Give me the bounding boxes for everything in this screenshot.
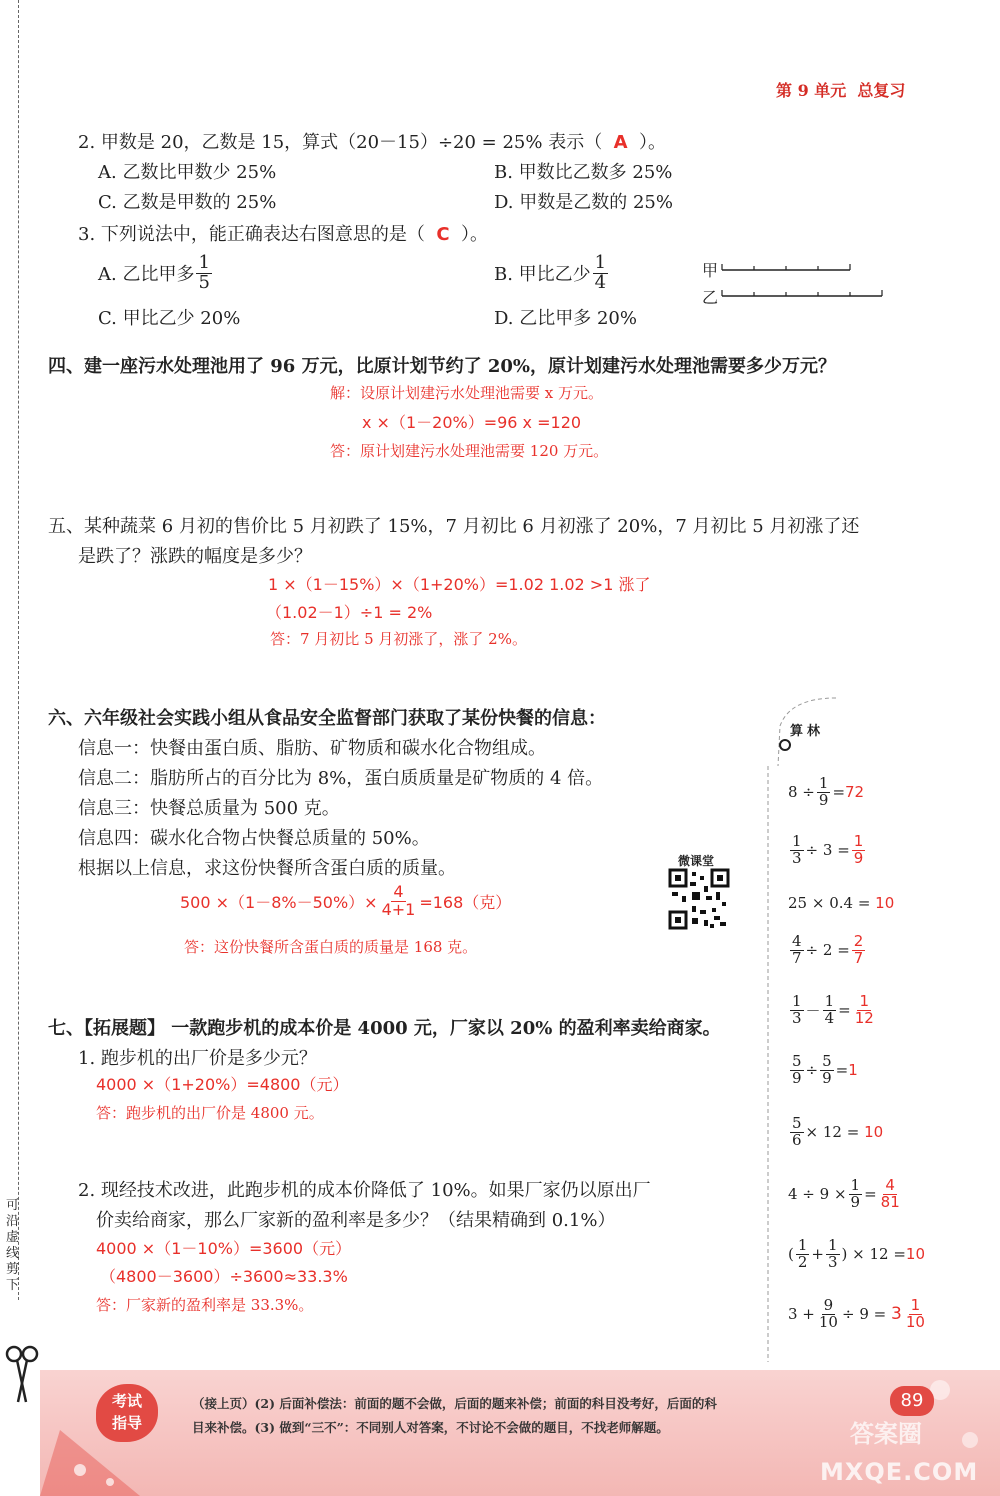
s4-answer-line-2: x ×（1－20%）=96 x =120 <box>362 413 582 432</box>
s6-calc: 500 ×（1－8%－50%）× $\frac{4}{4+1}$ =168（克） <box>180 882 512 919</box>
s6-info-4: 信息四：碳水化合物占快餐总质量的 50%。 <box>78 828 430 849</box>
s5-answer-line-3: 答：7 月初比 5 月初涨了，涨了 2%。 <box>270 630 527 648</box>
footer-badge: 考试 指导 <box>96 1384 158 1442</box>
s7-q1-answer-2: 答：跑步机的出厂价是 4800 元。 <box>96 1104 324 1122</box>
qr-label: 微课堂 <box>678 854 715 868</box>
s5-answer-line-2: （1.02－1）÷1 = 2% <box>266 603 433 622</box>
q3-stem: 3. 下列说法中，能正确表达右图意思的是（ C ）。 <box>78 224 489 245</box>
s7-q2-answer-2: （4800－3600）÷3600≈33.3% <box>100 1267 348 1286</box>
s6-info-3: 信息三：快餐总质量为 500 克。 <box>78 798 340 819</box>
unit-header: 第 9 单元 总复习 <box>776 81 906 100</box>
cut-hint: 可 沿 虚 线 剪 下 <box>6 1198 20 1293</box>
s4-answer-line-1: 解：设原计划建污水处理池需要 x 万元。 <box>330 384 603 402</box>
q3-option-a: A. 乙比甲多 $\frac{1}{5}$ <box>98 252 210 293</box>
s4-title: 四、建一座污水处理池用了 96 万元，比原计划节约了 20%，原计划建污水处理池需要多少万元？ <box>48 356 836 377</box>
page-number: 89 <box>890 1386 934 1416</box>
s6-title: 六、六年级社会实践小组从食品安全监督部门获取了某份快餐的信息： <box>48 708 606 729</box>
s7-title: 七、【拓展题】 一款跑步机的成本价是 4000 元，厂家以 20% 的盈利率卖给商家。 <box>48 1018 721 1039</box>
q2-option-a: A. 乙数比甲数少 25% <box>98 162 277 183</box>
qr-code-icon[interactable] <box>668 868 730 930</box>
cut-line <box>18 0 19 1300</box>
q3-option-d: D. 乙比甲多 20% <box>494 308 637 329</box>
watermark-site: MXQE.COM <box>820 1458 979 1486</box>
footer-text-line-1: （接上页）(2) 后面补偿法：前面的题不会做，后面的题来补偿；前面的科目没考好，后面的科 <box>192 1396 717 1411</box>
s4-answer-line-3: 答：原计划建污水处理池需要 120 万元。 <box>330 442 609 460</box>
sidebar-item-6: $\frac{5}{9}$ ÷ $\frac{5}{9}$ = 1 <box>792 1052 858 1087</box>
q2-stem: 2. 甲数是 20，乙数是 15，算式（20－15）÷20 = 25% 表示（ A ）。 <box>78 132 667 153</box>
s7-q2-line-2: 价卖给商家，那么厂家新的盈利率是多少？（结果精确到 0.1%） <box>96 1210 616 1231</box>
segment-diagram <box>718 258 886 306</box>
scissors-icon <box>2 1340 42 1410</box>
q2-option-b: B. 甲数比乙数多 25% <box>494 162 673 183</box>
sidebar-item-9: ( $\frac{1}{2}$ + $\frac{1}{3}$ ) × 12 = 10 <box>788 1236 926 1271</box>
s5-answer-line-1: 1 ×（1－15%）×（1+20%）=1.02 1.02 >1 涨了 <box>268 575 651 594</box>
s7-q2-line-1: 2. 现经技术改进，此跑步机的成本价降低了 10%。如果厂家仍以原出厂 <box>78 1180 651 1201</box>
sidebar-item-8: 4 ÷ 9 × $\frac{1}{9}$ = $\frac{4}{81}$ <box>788 1176 900 1211</box>
s7-q2-answer-3: 答：厂家新的盈利率是 33.3%。 <box>96 1296 314 1314</box>
s7-q1: 1. 跑步机的出厂价是多少元？ <box>78 1048 317 1069</box>
segment-label-yi: 乙 <box>702 288 719 307</box>
s5-title-line-2: 是跌了？涨跌的幅度是多少？ <box>78 546 312 567</box>
sidebar-item-7: $\frac{5}{6}$ × 12 = 10 <box>792 1114 884 1149</box>
sidebar-title: 算林 <box>790 724 825 739</box>
s6-info-5: 根据以上信息，求这份快餐所含蛋白质的质量。 <box>78 858 456 879</box>
s6-info-1: 信息一：快餐由蛋白质、脂肪、矿物质和碳水化合物组成。 <box>78 738 546 759</box>
s5-title-line-1: 五、某种蔬菜 6 月初的售价比 5 月初跌了 15%，7 月初比 6 月初涨了 20%，7 月初比 5 月初涨了还 <box>48 516 860 537</box>
sidebar-item-2: $\frac{1}{3}$ ÷ 3 = $\frac{1}{9}$ <box>792 832 864 867</box>
sidebar-item-1: 8 ÷ $\frac{1}{9}$ = 72 <box>788 774 865 809</box>
sidebar-ring-icon <box>779 739 791 751</box>
s7-q2-answer-1: 4000 ×（1－10%）=3600（元） <box>96 1239 352 1258</box>
s7-q1-answer-1: 4000 ×（1+20%）=4800（元） <box>96 1075 349 1094</box>
sidebar-item-4: $\frac{4}{7}$ ÷ 2 = $\frac{2}{7}$ <box>792 932 864 967</box>
segment-label-jia: 甲 <box>702 261 719 280</box>
q3-option-b: B. 甲比乙少 $\frac{1}{4}$ <box>494 252 607 293</box>
q2-option-d: D. 甲数是乙数的 25% <box>494 192 673 213</box>
footer-text-line-2: 目来补偿。(3) 做到“三不”：不同别人对答案，不讨论不会做的题目，不找老师解题。 <box>192 1420 669 1435</box>
sidebar-item-5: $\frac{1}{3}$ － $\frac{1}{4}$ = $\frac{1}{12}$ <box>792 992 874 1027</box>
s6-answer: 答：这份快餐所含蛋白质的质量是 168 克。 <box>184 938 478 956</box>
q3-option-c: C. 甲比乙少 20% <box>98 308 241 329</box>
q2-option-c: C. 乙数是甲数的 25% <box>98 192 277 213</box>
sidebar-item-10: 3 + $\frac{9}{10}$ ÷ 9 = 3 $\frac{1}{10}$ <box>788 1296 925 1331</box>
s6-info-2: 信息二：脂肪所占的百分比为 8%，蛋白质质量是矿物质的 4 倍。 <box>78 768 604 789</box>
sidebar-item-3: 25 × 0.4 = 10 <box>788 894 895 912</box>
watermark-logo: 答案圈 <box>850 1420 922 1448</box>
